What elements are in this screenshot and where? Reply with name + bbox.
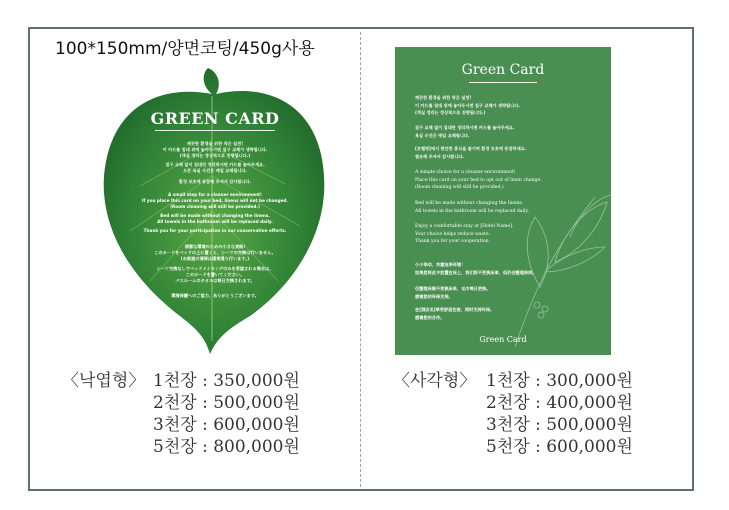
leaf-card-title: GREEN CARD xyxy=(150,109,280,128)
leaf-paragraph: 침구 교체 없이 침대만 정리하시면 카드를 놓아주세요. 오픈 욕실 수건은 매일 교체됩니다. xyxy=(165,162,265,173)
rect-title-underline xyxy=(469,82,537,83)
price-row: 5천장 : 600,000원 xyxy=(486,437,633,457)
leaf-title-underline xyxy=(155,130,275,131)
rect-paragraph: 在[酒店名]享受舒适住宿，同时支持环保。 感谢您的合作。 xyxy=(415,307,495,320)
leaf-paragraph: A small step for a cleaner environment! If you place this card on your bed, linens will not be changed. (Room cleaning will still be provided.) xyxy=(142,192,288,209)
rect-paragraph: [호텔명]에서 편안한 휴식을 즐기며 환경 보호에 동참하세요. 협조해 주셔서 감사합니다. xyxy=(415,146,527,159)
leaf-paragraph: 清潔な環境のための小さな実践! このカードをベッドの上に置くと、シーツの交換は行いません。 (お部屋の清掃は通常通り行います。) xyxy=(154,244,276,261)
rect-card xyxy=(395,47,611,355)
rect-paragraph: 仅整理床铺不更换床单，毛巾每日更换。 感谢您的环保支持。 xyxy=(415,286,491,299)
price-row: 2천장 : 400,000원 xyxy=(486,393,633,413)
rect-paragraph: A simple choice for a cleaner environment! Place this card on your bed to opt out of linen change. (Room cleaning will still be provided.) xyxy=(415,170,542,190)
leaf-price-list xyxy=(153,370,300,458)
price-row: 1천장 : 350,000원 xyxy=(153,371,300,391)
rect-card-title: Green Card xyxy=(461,62,545,78)
leaf-price-label: 〈낙엽형〉 xyxy=(62,371,146,391)
rect-card-footer: Green Card xyxy=(479,335,527,344)
leaf-paragraph: 環境保護へのご協力、ありがとうございます。 xyxy=(171,293,259,298)
rect-paragraph: 침구 교체 없이 침대만 정리하시면 카드를 놓아주세요. 욕실 수건은 매일 교체됩니다. xyxy=(415,125,515,138)
price-row: 5천장 : 800,000원 xyxy=(153,437,300,457)
rect-paragraph: 小小举动，共建洁净环境！ 如果您将此卡放置在床上，我们将不更换床单，但仍会整理房间。 xyxy=(415,262,537,275)
rect-price-label: 〈사각형〉 xyxy=(393,371,477,391)
leaf-paragraph: シーツ交換なしでベッドメイキングのみを希望される場合は、 このカードを置いてください。 バスルームのタオルは毎日交換されます。 xyxy=(156,266,274,283)
leaf-paragraph: Bed will be made without changing the linens. All towels in the bathroom will be replaced daily. xyxy=(157,213,273,224)
leaf-card xyxy=(100,66,330,356)
dashed-divider xyxy=(360,32,361,487)
leaf-paragraph: 깨끗한 환경을 위한 작은 실천! 이 카드를 침대 위에 놓아두시면 침구 교체가 생략됩니다. (객실 정리는 정상적으로 진행됩니다.) xyxy=(162,141,268,158)
rect-paragraph: Bed will be made without changing the linens. All towels in the bathroom will be replaced daily. xyxy=(415,201,529,214)
price-row: 3천장 : 500,000원 xyxy=(486,415,633,435)
price-row: 3천장 : 600,000원 xyxy=(153,415,300,435)
spec-label: 100*150mm/양면코팅/450g사용 xyxy=(55,39,315,59)
leaf-paragraph: 환경 보호에 동참해 주셔서 감사합니다. xyxy=(178,179,252,184)
leaf-paragraph: Thank you for your participation in our conservation efforts. xyxy=(143,228,287,233)
price-row: 2천장 : 500,000원 xyxy=(153,393,300,413)
rect-paragraph: Enjoy a comfortable stay at [Hotel Name]. Your choice helps reduce waste. Thank you for your cooperation. xyxy=(415,224,514,244)
rect-price-list xyxy=(486,370,633,458)
price-row: 1천장 : 300,000원 xyxy=(486,371,633,391)
rect-paragraph: 깨끗한 환경을 위한 작은 실천! 이 카드를 침대 위에 놓아두시면 침구 교체가 생략됩니다. (객실 정리는 정상적으로 진행됩니다.) xyxy=(415,95,520,115)
